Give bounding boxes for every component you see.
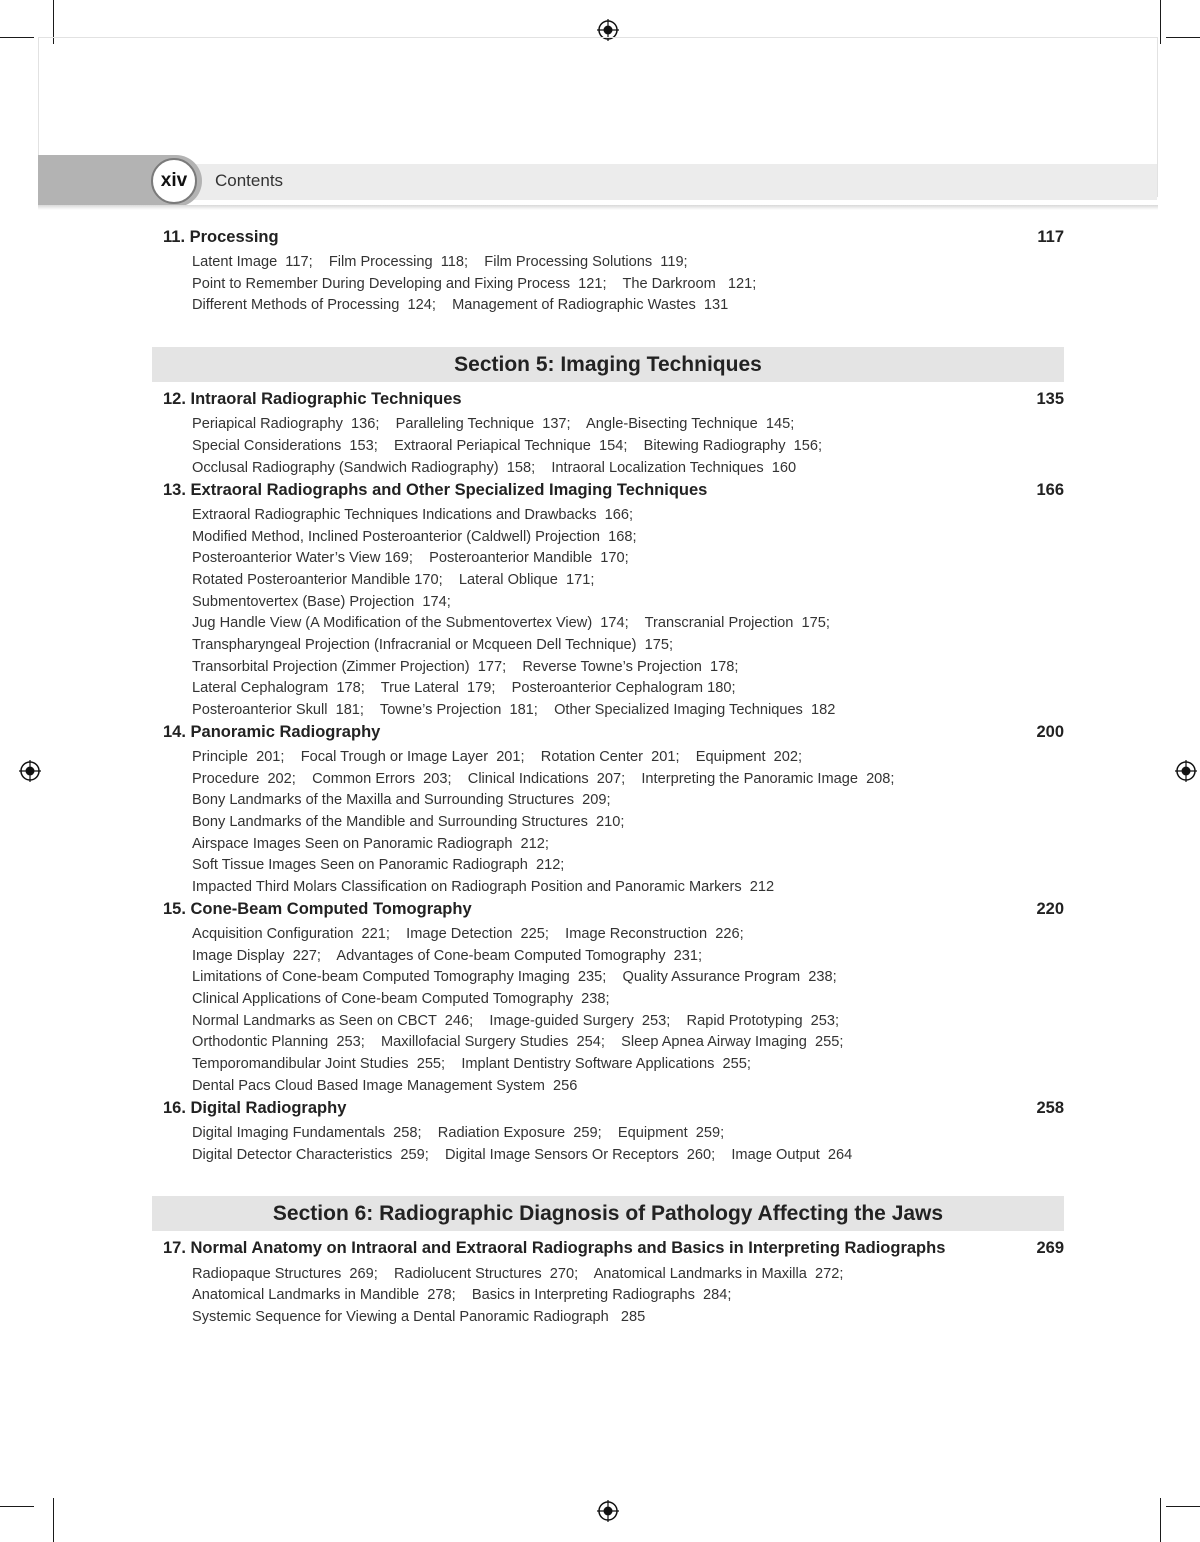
topic-line: Dental Pacs Cloud Based Image Management System 256 (192, 1078, 578, 1094)
topic-line: Bony Landmarks of the Mandible and Surrounding Structures 210; (192, 814, 625, 830)
topic-line: Airspace Images Seen on Panoramic Radiograph 212; (192, 836, 549, 852)
chapter-page: 200 (1036, 723, 1064, 741)
chapter-page: 135 (1036, 390, 1064, 408)
topic-line: Digital Detector Characteristics 259; Digital Image Sensors Or Receptors 260; Image Output 264 (192, 1147, 853, 1163)
chapter-page: 220 (1036, 900, 1064, 918)
topic-line: Extraoral Radiographic Techniques Indications and Drawbacks 166; (192, 507, 634, 523)
topic-line: Submentovertex (Base) Projection 174; (192, 594, 451, 610)
chapter-title: 17. Normal Anatomy on Intraoral and Extraoral Radiographs and Basics in Interpreting Radiographs (163, 1239, 946, 1257)
topic-line: Impacted Third Molars Classification on Radiograph Position and Panoramic Markers 212 (192, 879, 775, 895)
topic-line: Anatomical Landmarks in Mandible 278; Basics in Interpreting Radiographs 284; (192, 1287, 732, 1303)
chapter-page: 117 (1037, 228, 1064, 246)
topic-line: Occlusal Radiography (Sandwich Radiography) 158; Intraoral Localization Techniques 160 (192, 460, 797, 476)
topic-line: Principle 201; Focal Trough or Image Layer 201; Rotation Center 201; Equipment 202; (192, 749, 803, 765)
chapter-title: 15. Cone-Beam Computed Tomography (163, 900, 472, 918)
topic-line: Soft Tissue Images Seen on Panoramic Radiograph 212; (192, 857, 565, 873)
topic-line: Posteroanterior Skull 181; Towne’s Projection 181; Other Specialized Imaging Techniques 182 (192, 702, 836, 718)
topic-line: Orthodontic Planning 253; Maxillofacial Surgery Studies 254; Sleep Apnea Airway Imaging 255; (192, 1034, 844, 1050)
topic-line: Different Methods of Processing 124; Management of Radiographic Wastes 131 (192, 297, 729, 313)
page-number: xiv (151, 158, 197, 204)
topic-line: Temporomandibular Joint Studies 255; Implant Dentistry Software Applications 255; (192, 1056, 751, 1072)
section-heading: Section 5: Imaging Techniques (152, 347, 1064, 382)
topic-line: Limitations of Cone-beam Computed Tomography Imaging 235; Quality Assurance Program 238; (192, 969, 837, 985)
running-header-title: Contents (215, 171, 284, 190)
chapter-title: 13. Extraoral Radiographs and Other Specialized Imaging Techniques (163, 481, 708, 499)
topic-line: Clinical Applications of Cone-beam Computed Tomography 238; (192, 991, 610, 1007)
topic-line: Image Display 227; Advantages of Cone-beam Computed Tomography 231; (192, 948, 703, 964)
topic-line: Bony Landmarks of the Maxilla and Surrounding Structures 209; (192, 792, 611, 808)
topic-line: Radiopaque Structures 269; Radiolucent Structures 270; Anatomical Landmarks in Maxilla 272; (192, 1266, 844, 1282)
chapter-title: 12. Intraoral Radiographic Techniques (163, 390, 462, 408)
chapter-title: 14. Panoramic Radiography (163, 723, 381, 741)
topic-line: Normal Landmarks as Seen on CBCT 246; Image-guided Surgery 253; Rapid Prototyping 253; (192, 1013, 840, 1029)
section-heading: Section 6: Radiographic Diagnosis of Pathology Affecting the Jaws (152, 1196, 1064, 1231)
topic-line: Transpharyngeal Projection (Infracranial or Mcqueen Dell Technique) 175; (192, 637, 674, 653)
topic-line: Posteroanterior Water’s View 169; Posteroanterior Mandible 170; (192, 550, 629, 566)
topic-line: Procedure 202; Common Errors 203; Clinical Indications 207; Interpreting the Panoramic Image 208; (192, 771, 895, 787)
chapter-page: 269 (1036, 1239, 1064, 1257)
topic-line: Point to Remember During Developing and Fixing Process 121; The Darkroom 121; (192, 276, 757, 292)
topic-line: Lateral Cephalogram 178; True Lateral 179; Posteroanterior Cephalogram 180; (192, 680, 736, 696)
topic-line: Special Considerations 153; Extraoral Periapical Technique 154; Bitewing Radiography 156; (192, 438, 823, 454)
chapter-title: 16. Digital Radiography (163, 1099, 347, 1117)
topic-line: Periapical Radiography 136; Paralleling Technique 137; Angle-Bisecting Technique 145; (192, 416, 795, 432)
chapter-page: 258 (1036, 1099, 1064, 1117)
topic-line: Acquisition Configuration 221; Image Detection 225; Image Reconstruction 226; (192, 926, 744, 942)
topic-line: Systemic Sequence for Viewing a Dental Panoramic Radiograph 285 (192, 1309, 646, 1325)
topic-line: Latent Image 117; Film Processing 118; Film Processing Solutions 119; (192, 254, 688, 270)
chapter-page: 166 (1036, 481, 1064, 499)
topic-line: Digital Imaging Fundamentals 258; Radiation Exposure 259; Equipment 259; (192, 1125, 725, 1141)
topic-line: Modified Method, Inclined Posteroanterior (Caldwell) Projection 168; (192, 529, 637, 545)
chapter-title: 11. Processing (163, 228, 279, 246)
topic-line: Transorbital Projection (Zimmer Projection) 177; Reverse Towne’s Projection 178; (192, 659, 739, 675)
topic-line: Jug Handle View (A Modification of the Submentovertex View) 174; Transcranial Projection 175; (192, 615, 830, 631)
topic-line: Rotated Posteroanterior Mandible 170; Lateral Oblique 171; (192, 572, 595, 588)
